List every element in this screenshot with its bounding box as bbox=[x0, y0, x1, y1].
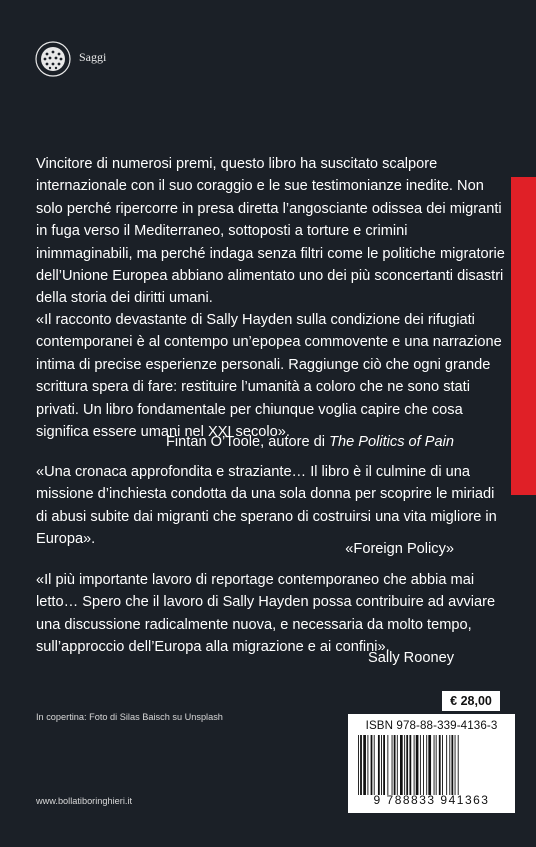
barcode-bar bbox=[426, 735, 427, 795]
barcode-bar bbox=[367, 735, 368, 795]
barcode-bar bbox=[383, 735, 385, 795]
barcode-bar bbox=[387, 735, 388, 795]
barcode-bar bbox=[360, 735, 362, 795]
barcode-bar bbox=[400, 735, 403, 795]
barcode-bar bbox=[363, 735, 366, 795]
barcode-bar bbox=[358, 735, 359, 795]
barcode-bar bbox=[455, 735, 456, 795]
barcode-bar bbox=[409, 735, 411, 795]
barcode-bar bbox=[371, 735, 373, 795]
barcode-bar bbox=[428, 735, 431, 795]
barcode-icon bbox=[356, 735, 511, 795]
barcode-bar bbox=[436, 735, 437, 795]
barcode-bar bbox=[446, 735, 447, 795]
barcode-bar bbox=[434, 735, 435, 795]
barcode-bar bbox=[423, 735, 424, 795]
barcode-bar bbox=[397, 735, 398, 795]
barcode-bar bbox=[392, 735, 393, 795]
isbn-text: ISBN 978-88-339-4136-3 bbox=[365, 719, 498, 732]
quote-foreign-policy: «Una cronaca approfondita e straziante… Il libro è il culmine di una missione d’inchiesta condotta da una sola donna per scoprire le miriadi di abusi subite dai migranti che sperano di costruirsi una vita migliore in Europa». bbox=[36, 464, 497, 548]
attribution-author: Fintan O’Toole, autore di bbox=[166, 434, 330, 450]
barcode-digits: 9 788833 941363 bbox=[373, 793, 490, 807]
quote-otoole: «Il racconto devastante di Sally Hayden sulla condizione dei rifugiati contemporanei è al contempo un’epopea commovente e una narrazione intima di precise esperienze personali. Raggiunge ciò che ogni grande scrittura spera di fare: restituire l’umanità a coloro che ne sono stati privati. Un libro fondamentale per chiunque voglia capire che cosa significa essere umani nel XXI secolo». bbox=[36, 312, 502, 441]
attribution-book-title: The Politics of Pain bbox=[329, 434, 454, 450]
barcode-bar bbox=[374, 735, 375, 795]
barcode-bar bbox=[416, 735, 419, 795]
quote-attribution-rooney: Sally Rooney bbox=[368, 650, 454, 666]
barcode-bar bbox=[381, 735, 382, 795]
barcode-bar bbox=[378, 735, 380, 795]
barcode-bar bbox=[449, 735, 450, 795]
cover-credit: In copertina: Foto di Silas Baisch su Unsplash bbox=[36, 712, 223, 722]
series-label: Saggi bbox=[79, 50, 107, 64]
publisher-website: www.bollatiboringhieri.it bbox=[36, 796, 133, 806]
barcode-bar bbox=[439, 735, 441, 795]
barcode-bar bbox=[458, 735, 459, 795]
barcode-panel bbox=[348, 714, 515, 813]
barcode-bar bbox=[404, 735, 405, 795]
barcode-bar bbox=[394, 735, 396, 795]
barcode-bar bbox=[414, 735, 415, 795]
price-label: € 28,00 bbox=[442, 691, 500, 711]
barcode-bar bbox=[406, 735, 408, 795]
quote-rooney: «Il più importante lavoro di reportage contemporaneo che abbia mai letto… Spero che il lavoro di Sally Hayden possa contribuire ad avviare una discussione radicalmente nuova, e necessaria da molto tempo, sull’approccio dell’Europa alla migrazione e ai confini». bbox=[36, 572, 496, 656]
barcode-bar bbox=[442, 735, 443, 795]
barcode-bar bbox=[451, 735, 453, 795]
quote-attribution-foreign-policy: «Foreign Policy» bbox=[345, 541, 454, 557]
quote-attribution-otoole bbox=[166, 431, 454, 453]
publisher-seal-icon bbox=[34, 40, 72, 78]
red-accent-bar bbox=[511, 177, 536, 495]
barcode-bar bbox=[420, 735, 421, 795]
back-cover-blurb: Vincitore di numerosi premi, questo libro ha suscitato scalpore internazionale con il suo coraggio e le sue testimonianze inedite. Non solo perché ripercorre in presa diretta l’angosciante odissea dei migranti in fuga verso il Mediterraneo, sottoposti a torture e crimini inimmaginabili, ma perché indaga senza filtri come le politiche migratorie dell’Unione Europea abbiano alimentato uno dei più sconcertanti disastri della storia dei diritti umani. bbox=[36, 156, 505, 307]
